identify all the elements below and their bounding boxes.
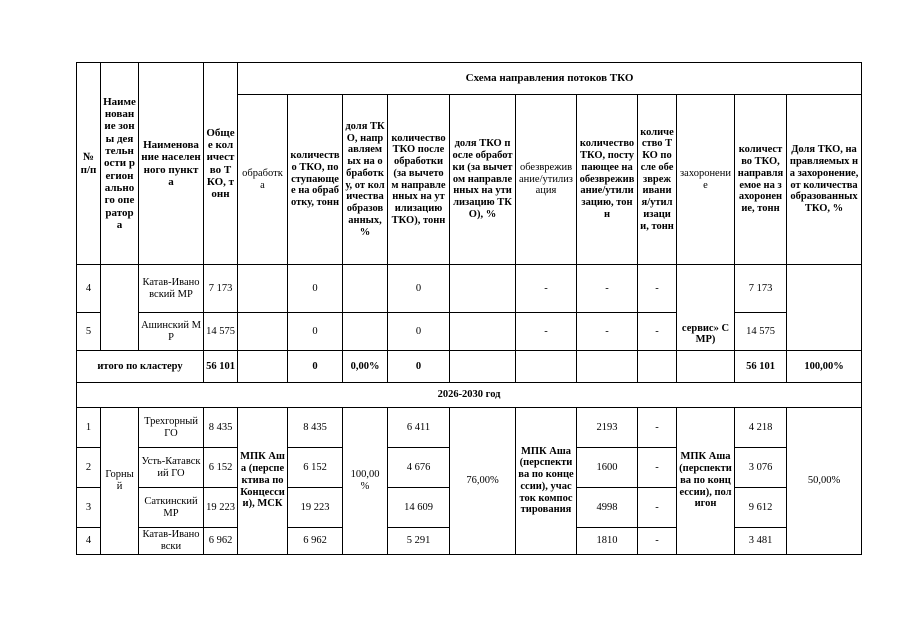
row-burial-qty: 9 612 xyxy=(735,488,787,528)
period-label: 2026-2030 год xyxy=(77,383,862,408)
cluster-total-proc-share: 0,00% xyxy=(343,351,388,383)
row-processing-qty: 6 152 xyxy=(288,448,343,488)
row-after-neutralization: - xyxy=(638,528,677,555)
header-burial: захоронение xyxy=(677,95,735,265)
row-burial-qty: 4 218 xyxy=(735,408,787,448)
row-processing-qty: 19 223 xyxy=(288,488,343,528)
row-settlement: Усть-Катавский ГО xyxy=(139,448,204,488)
row-neutralization: - xyxy=(516,313,577,351)
row-neutralization-qty: - xyxy=(577,265,638,313)
header-processed-share: доля ТКО, направляемых на обработку, от количества образованных, % xyxy=(343,95,388,265)
row-total: 19 223 xyxy=(204,488,238,528)
row-after-neutralization: - xyxy=(638,408,677,448)
row-after-processing: 0 xyxy=(388,313,450,351)
row-processing-qty: 6 962 xyxy=(288,528,343,555)
row-after-neutralization: - xyxy=(638,488,677,528)
cluster-total-after-proc-share xyxy=(450,351,516,383)
row-neutralization: - xyxy=(516,265,577,313)
row-processing-qty: 0 xyxy=(288,313,343,351)
row-neutralization-qty: 2193 xyxy=(577,408,638,448)
row-num: 1 xyxy=(77,408,101,448)
row-processing-qty: 0 xyxy=(288,265,343,313)
row-after-processing: 4 676 xyxy=(388,448,450,488)
row-processed-share xyxy=(343,265,388,313)
cluster-total-burial xyxy=(677,351,735,383)
header-total: Общее количество ТКО, тонн xyxy=(204,63,238,265)
table-row xyxy=(77,313,862,351)
header-burial-share: Доля ТКО, направляемых на захоронение, от количества образованных ТКО, % xyxy=(787,95,862,265)
header-processing: обработка xyxy=(238,95,288,265)
header-after-neutralization: количество ТКО после обезвреживания/утилизации, тонн xyxy=(638,95,677,265)
row-settlement: Трехгорный ГО xyxy=(139,408,204,448)
row-burial-qty: 7 173 xyxy=(735,265,787,313)
row-num: 4 xyxy=(77,528,101,555)
cluster-total-burial-qty: 56 101 xyxy=(735,351,787,383)
header-row-top xyxy=(77,63,862,95)
row-burial-qty: 14 575 xyxy=(735,313,787,351)
cluster-total-neutralization xyxy=(516,351,577,383)
row-burial-qty: 3 481 xyxy=(735,528,787,555)
tko-flow-table xyxy=(76,62,862,555)
row-processing xyxy=(238,265,288,313)
row-neutralization-qty: 4998 xyxy=(577,488,638,528)
cluster-total-after-proc: 0 xyxy=(388,351,450,383)
header-settlement: Наименование населенного пункта xyxy=(139,63,204,265)
cluster-total-label: итого по кластеру xyxy=(77,351,204,383)
processed-share: 100,00 % xyxy=(343,408,388,555)
header-after-processing: количество ТКО после обработки (за вычетом направленных на утилизацию ТКО), тонн xyxy=(388,95,450,265)
after-processing-share: 76,00% xyxy=(450,408,516,555)
row-neutralization-qty: - xyxy=(577,313,638,351)
header-num: № п/п xyxy=(77,63,101,265)
neutralization-facility: МПК Аша (перспектива по концессии), участок компостирования xyxy=(516,408,577,555)
row-burial-qty: 3 076 xyxy=(735,448,787,488)
row-after-neutralization: - xyxy=(638,448,677,488)
header-burial-qty: количество ТКО, направляемое на захоронение, тонн xyxy=(735,95,787,265)
header-neutralization: обезвреживание/утилизация xyxy=(516,95,577,265)
zone-name: Горный xyxy=(101,408,139,555)
row-after-neutralization: - xyxy=(638,313,677,351)
burial-facility-2025 xyxy=(677,265,735,351)
header-zone: Наименование зоны деятельности регионального оператора xyxy=(101,63,139,265)
period-row xyxy=(77,383,862,408)
row-settlement: Катав-Ивановски xyxy=(139,528,204,555)
row-processing xyxy=(238,313,288,351)
header-processing-qty: количество ТКО, поступающее на обработку, тонн xyxy=(288,95,343,265)
burial-facility: МПК Аша (перспектива по концессии), полигон xyxy=(677,408,735,555)
cluster-total-proc-qty: 0 xyxy=(288,351,343,383)
row-total: 6 152 xyxy=(204,448,238,488)
row-total: 14 575 xyxy=(204,313,238,351)
zone-cell-2025 xyxy=(101,265,139,351)
row-settlement: Катав-Ивановский МР xyxy=(139,265,204,313)
row-after-processing: 5 291 xyxy=(388,528,450,555)
row-after-processing-share xyxy=(450,265,516,313)
cluster-total-after-neut xyxy=(638,351,677,383)
row-total: 6 962 xyxy=(204,528,238,555)
row-num: 4 xyxy=(77,265,101,313)
row-after-neutralization: - xyxy=(638,265,677,313)
header-neutralization-qty: количество ТКО, поступающее на обезвреживание/утилизацию, тонн xyxy=(577,95,638,265)
burial-facility-text: сервис» СМР) xyxy=(681,322,730,346)
burial-share-2025 xyxy=(787,265,862,351)
row-neutralization-qty: 1600 xyxy=(577,448,638,488)
cluster-total-total: 56 101 xyxy=(204,351,238,383)
row-total: 8 435 xyxy=(204,408,238,448)
table-row xyxy=(77,408,862,448)
row-settlement: Саткинский МР xyxy=(139,488,204,528)
processing-facility: МПК Аша (перспектива по Концессии), МСК xyxy=(238,408,288,555)
header-after-processing-share: доля ТКО после обработки (за вычетом направленных на утилизацию ТКО), % xyxy=(450,95,516,265)
row-after-processing: 14 609 xyxy=(388,488,450,528)
cluster-total-burial-share: 100,00% xyxy=(787,351,862,383)
row-after-processing: 0 xyxy=(388,265,450,313)
cluster-total-row xyxy=(77,351,862,383)
row-after-processing-share xyxy=(450,313,516,351)
burial-share: 50,00% xyxy=(787,408,862,555)
cluster-total-processing xyxy=(238,351,288,383)
row-total: 7 173 xyxy=(204,265,238,313)
row-num: 5 xyxy=(77,313,101,351)
row-processing-qty: 8 435 xyxy=(288,408,343,448)
row-num: 2 xyxy=(77,448,101,488)
cluster-total-neut-qty xyxy=(577,351,638,383)
row-num: 3 xyxy=(77,488,101,528)
table-row xyxy=(77,265,862,313)
row-settlement: Ашинский МР xyxy=(139,313,204,351)
row-processed-share xyxy=(343,313,388,351)
header-flow-title: Схема направления потоков ТКО xyxy=(238,63,862,95)
row-neutralization-qty: 1810 xyxy=(577,528,638,555)
row-after-processing: 6 411 xyxy=(388,408,450,448)
